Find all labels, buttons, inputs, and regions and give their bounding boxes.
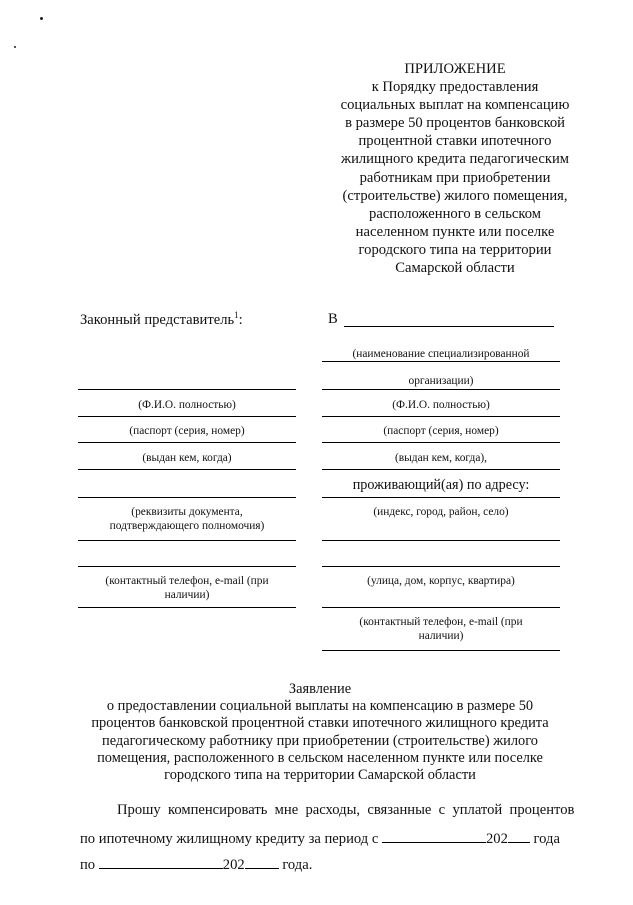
left-contact-caption: (контактный телефон, e-mail (при наличии)	[105, 575, 269, 601]
right-street-caption: (улица, дом, корпус, квартира)	[367, 575, 515, 587]
statement-line: педагогическому работнику при приобретении (строительстве) жилого	[102, 732, 538, 749]
address-label: проживающий(ая) по адресу:	[352, 477, 530, 493]
left-issued-caption: (выдан кем, когда)	[142, 452, 232, 464]
org-line-1[interactable]	[322, 361, 560, 362]
right-passport-line[interactable]	[322, 442, 560, 443]
recipient-prefix: В	[328, 311, 338, 327]
legal-representative-heading: Законный представитель$^1$:	[80, 310, 243, 328]
period-start-field[interactable]	[382, 828, 486, 843]
left-passport-caption: (паспорт (серия, номер)	[129, 425, 245, 437]
header-line: жилищного кредита педагогическим	[341, 151, 569, 168]
statement-line: городского типа на территории Самарской области	[164, 767, 476, 784]
right-org-caption: (наименование специализированной организации)	[352, 348, 530, 387]
right-contact-caption: (контактный телефон, e-mail (при наличии)	[359, 616, 523, 642]
header-line: в размере 50 процентов банковской	[345, 115, 565, 132]
header-line: Самарской области	[395, 260, 515, 277]
header-line: работникам при приобретении	[359, 169, 551, 186]
statement-title: Заявление	[288, 681, 352, 697]
contact-field-line[interactable]	[78, 566, 296, 567]
org-line-2[interactable]	[322, 389, 560, 390]
appendix-title: ПРИЛОЖЕНИЕ	[404, 61, 506, 77]
statement-line: о предоставлении социальной выплаты на компенсацию в размере 50	[106, 698, 534, 715]
header-line: процентной ставки ипотечного	[358, 133, 552, 150]
header-line: городского типа на территории	[358, 241, 552, 258]
document-caption-underline	[78, 540, 296, 541]
right-issued-caption: (выдан кем, когда),	[394, 452, 488, 464]
right-index-caption: (индекс, город, район, село)	[373, 506, 509, 518]
issued-field-line[interactable]	[78, 469, 296, 470]
statement-block	[60, 681, 580, 784]
fio-field-line[interactable]	[78, 389, 296, 390]
right-issued-line[interactable]	[322, 469, 560, 470]
request-line-3: по 202 года.	[80, 854, 312, 874]
passport-field-line[interactable]	[78, 442, 296, 443]
right-contact-underline[interactable]	[322, 650, 560, 651]
period-end-year-field[interactable]	[245, 854, 279, 869]
header-line: к Порядку предоставления	[371, 79, 539, 96]
header-line: (строительстве) жилого помещения,	[342, 187, 568, 204]
header-line: социальных выплат на компенсацию	[340, 97, 570, 114]
appendix-header	[330, 60, 580, 277]
statement-line: помещения, расположенного в сельском населенном пункте или поселке	[97, 749, 543, 766]
contact-caption-underline	[78, 607, 296, 608]
right-passport-caption: (паспорт (серия, номер)	[383, 425, 499, 437]
period-start-year-field[interactable]	[508, 828, 530, 843]
request-line-2: по ипотечному жилищному кредиту за период с 202 года	[80, 828, 560, 848]
fio-caption-underline	[78, 416, 296, 417]
index-field-line[interactable]	[322, 540, 560, 541]
right-fio-caption: (Ф.И.О. полностью)	[392, 399, 490, 411]
header-line: населенном пункте или поселке	[355, 223, 555, 240]
period-end-field[interactable]	[99, 854, 223, 869]
statement-line: процентов банковской процентной ставки ипотечного жилищного кредита	[91, 715, 549, 732]
address-label-underline	[322, 497, 560, 498]
document-field-line[interactable]	[78, 497, 296, 498]
index-field-line-2[interactable]	[322, 566, 560, 567]
scan-speck	[14, 46, 16, 48]
left-fio-caption: (Ф.И.О. полностью)	[138, 399, 236, 411]
scan-speck	[40, 17, 43, 20]
recipient-field-line[interactable]	[344, 326, 554, 327]
left-document-caption: (реквизиты документа, подтверждающего полномочия)	[109, 506, 265, 532]
header-line: расположенного в сельском	[369, 205, 541, 222]
street-field-line[interactable]	[322, 607, 560, 608]
right-fio-underline	[322, 416, 560, 417]
request-line-1: Прошу компенсировать мне расходы, связанные с уплатой процентов	[117, 802, 575, 818]
footnote-marker: 1	[234, 310, 239, 320]
